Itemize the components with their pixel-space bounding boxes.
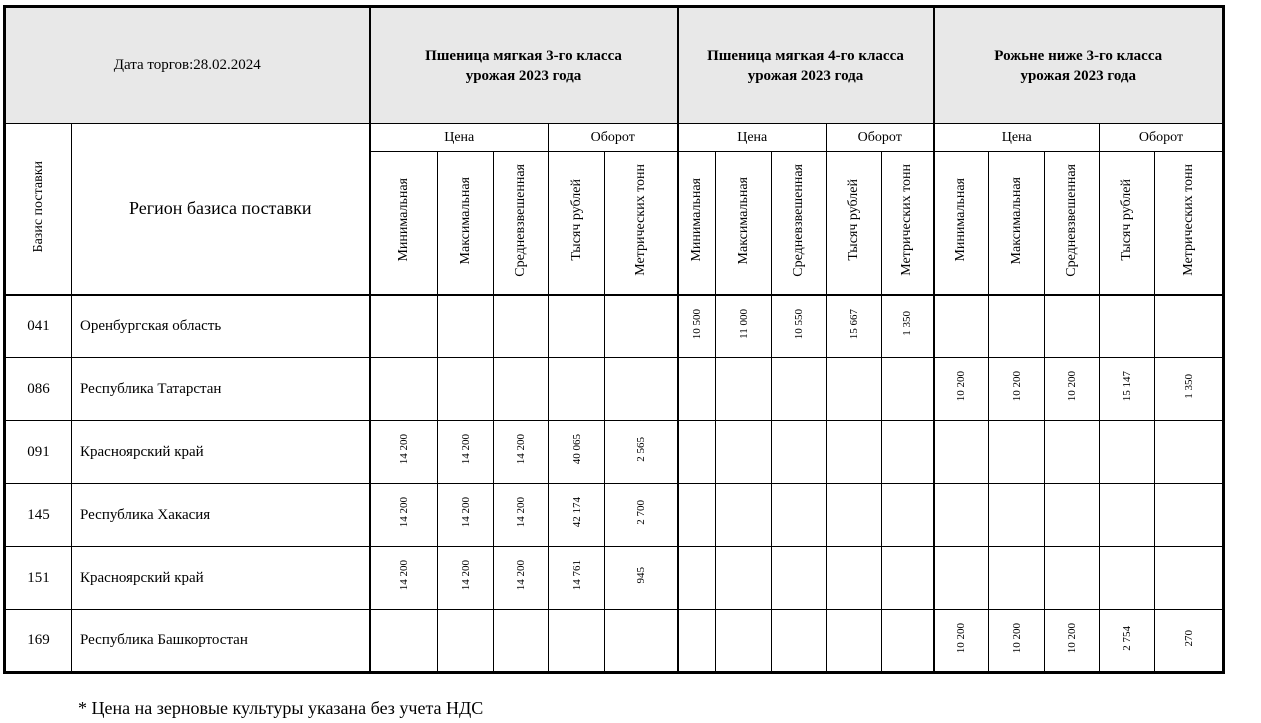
region-name: Красноярский край <box>72 547 370 610</box>
cell-value: 14 200 <box>397 560 410 591</box>
value-cell <box>716 610 772 673</box>
value-cell <box>934 484 989 547</box>
column-header-min-price <box>678 152 716 295</box>
region-name: Республика Хакасия <box>72 484 370 547</box>
value-cell <box>716 358 772 421</box>
cell-value: 2 754 <box>1121 625 1133 651</box>
value-cell <box>1045 547 1100 610</box>
cell-value: 14 200 <box>459 497 472 528</box>
region-name: Оренбургская область <box>72 295 370 358</box>
value-cell <box>494 484 549 547</box>
value-cell <box>934 295 989 358</box>
cell-value: 2 565 <box>634 437 647 462</box>
cell-value: 14 200 <box>397 434 410 465</box>
cell-value: 15 667 <box>848 308 860 339</box>
value-cell <box>772 421 827 484</box>
value-cell <box>1155 295 1224 358</box>
value-cell <box>438 484 494 547</box>
cell-value: 40 065 <box>570 434 583 465</box>
value-cell <box>716 547 772 610</box>
value-cell <box>1100 484 1155 547</box>
cell-value: 14 200 <box>515 497 527 528</box>
value-cell <box>827 295 882 358</box>
value-cell <box>882 610 934 673</box>
value-cell <box>438 610 494 673</box>
column-header-avg-price <box>772 152 827 295</box>
cell-value: 10 500 <box>690 308 703 339</box>
value-cell <box>772 358 827 421</box>
table-row <box>5 547 1224 610</box>
price-header <box>370 124 549 152</box>
basis-code: 086 <box>5 358 72 421</box>
basis-header <box>5 124 72 295</box>
value-cell <box>605 610 678 673</box>
value-cell <box>549 358 605 421</box>
value-cell <box>1045 358 1100 421</box>
column-header-turnover-rub <box>827 152 882 295</box>
column-header-max-price <box>438 152 494 295</box>
value-cell <box>1045 484 1100 547</box>
crop-header-rye <box>934 7 1224 124</box>
value-cell <box>716 484 772 547</box>
value-cell <box>494 610 549 673</box>
value-cell <box>1100 358 1155 421</box>
column-header-label: Метрических тонн <box>632 164 648 277</box>
turnover-label: Оборот <box>1138 129 1184 145</box>
price-header <box>678 124 827 152</box>
basis-code: 169 <box>5 610 72 673</box>
region-label: Регион базиса поставки <box>128 198 312 219</box>
price-label: Цена <box>737 129 768 145</box>
region-name: Республика Башкортостан <box>72 610 370 673</box>
value-cell <box>1155 610 1224 673</box>
table-row <box>5 484 1224 547</box>
column-header-label: Тысяч рублей <box>846 179 861 262</box>
cell-value: 945 <box>634 567 647 584</box>
value-cell <box>989 358 1045 421</box>
column-header-label: Тысяч рублей <box>568 179 584 262</box>
region-name: Красноярский край <box>72 421 370 484</box>
value-cell <box>678 358 716 421</box>
value-cell <box>882 547 934 610</box>
value-cell <box>772 610 827 673</box>
cell-value: 2 700 <box>634 500 647 525</box>
table-row <box>5 610 1224 673</box>
column-header-label: Средневзвешенная <box>791 163 806 277</box>
value-cell <box>370 610 438 673</box>
turnover-header <box>1100 124 1224 152</box>
value-cell <box>1100 295 1155 358</box>
column-header-label: Максимальная <box>735 176 751 264</box>
value-cell <box>882 295 934 358</box>
value-cell <box>605 484 678 547</box>
basis-code: 041 <box>5 295 72 358</box>
value-cell <box>438 421 494 484</box>
cell-value: 42 174 <box>570 497 583 528</box>
value-cell <box>370 358 438 421</box>
value-cell <box>1155 358 1224 421</box>
value-cell <box>882 421 934 484</box>
price-label: Цена <box>444 129 475 145</box>
column-header-turnover-tons <box>882 152 934 295</box>
crop-header-wheat-4 <box>678 7 934 124</box>
column-header-turnover-rub <box>1100 152 1155 295</box>
value-cell <box>716 421 772 484</box>
column-header-label: Метрических тонн <box>899 164 915 277</box>
value-cell <box>989 295 1045 358</box>
cell-value: 14 200 <box>515 434 527 465</box>
value-cell <box>1100 610 1155 673</box>
value-cell <box>827 421 882 484</box>
value-cell <box>494 358 549 421</box>
value-cell <box>678 295 716 358</box>
value-cell <box>1045 295 1100 358</box>
value-cell <box>678 421 716 484</box>
value-cell <box>438 547 494 610</box>
cell-value: 14 200 <box>459 560 472 591</box>
column-header-avg-price <box>1045 152 1100 295</box>
value-cell <box>494 421 549 484</box>
cell-value: 11 000 <box>737 308 750 339</box>
value-cell <box>549 295 605 358</box>
value-cell <box>549 421 605 484</box>
cell-value: 14 200 <box>397 497 410 528</box>
value-cell <box>716 295 772 358</box>
turnover-label: Оборот <box>857 129 902 145</box>
cell-value: 14 200 <box>459 434 472 465</box>
cell-value: 10 200 <box>1066 622 1078 654</box>
cell-value: 10 200 <box>1010 622 1023 654</box>
basis-code: 145 <box>5 484 72 547</box>
column-header-avg-price <box>494 152 549 295</box>
value-cell <box>934 358 989 421</box>
column-header-label: Средневзвешенная <box>1064 163 1079 277</box>
column-header-label: Минимальная <box>395 178 411 263</box>
cell-value: 14 200 <box>515 560 527 591</box>
column-header-min-price <box>934 152 989 295</box>
region-header <box>72 124 370 295</box>
value-cell <box>882 358 934 421</box>
value-cell <box>549 610 605 673</box>
column-header-turnover-tons <box>1155 152 1224 295</box>
trade-date-cell <box>5 7 370 124</box>
cell-value: 10 200 <box>955 371 968 402</box>
trade-date: Дата торгов:28.02.2024 <box>113 57 261 73</box>
value-cell <box>882 484 934 547</box>
table-row <box>5 295 1224 358</box>
value-cell <box>1045 421 1100 484</box>
price-header <box>934 124 1100 152</box>
value-cell <box>827 358 882 421</box>
value-cell <box>370 547 438 610</box>
value-cell <box>934 547 989 610</box>
value-cell <box>678 484 716 547</box>
cell-value: 15 147 <box>1121 371 1133 402</box>
column-header-label: Средневзвешенная <box>513 163 528 277</box>
basis-code: 151 <box>5 547 72 610</box>
value-cell <box>827 547 882 610</box>
region-name: Республика Татарстан <box>72 358 370 421</box>
crop-name: Рожьне ниже 3-го класса <box>994 47 1163 64</box>
column-header-label: Минимальная <box>688 178 704 263</box>
value-cell <box>605 547 678 610</box>
value-cell <box>678 610 716 673</box>
value-cell <box>1155 421 1224 484</box>
turnover-header <box>549 124 678 152</box>
value-cell <box>605 295 678 358</box>
value-cell <box>494 295 549 358</box>
value-cell <box>989 484 1045 547</box>
crop-name: Пшеница мягкая 4-го класса <box>707 47 904 64</box>
table-row <box>5 358 1224 421</box>
value-cell <box>827 610 882 673</box>
crop-name: Пшеница мягкая 3-го класса <box>425 47 622 64</box>
cell-value: 1 350 <box>901 311 914 337</box>
column-header-max-price <box>989 152 1045 295</box>
value-cell <box>1045 610 1100 673</box>
value-cell <box>549 547 605 610</box>
cell-value: 10 200 <box>955 622 968 654</box>
crop-header-wheat-3 <box>370 7 678 124</box>
column-header-min-price <box>370 152 438 295</box>
value-cell <box>494 547 549 610</box>
value-cell <box>772 547 827 610</box>
value-cell <box>605 421 678 484</box>
value-cell <box>370 421 438 484</box>
turnover-header <box>827 124 934 152</box>
value-cell <box>549 484 605 547</box>
column-header-turnover-rub <box>549 152 605 295</box>
value-cell <box>1155 484 1224 547</box>
value-cell <box>1100 547 1155 610</box>
cell-value: 10 200 <box>1066 371 1078 402</box>
value-cell <box>772 295 827 358</box>
turnover-label: Оборот <box>590 129 635 145</box>
value-cell <box>1155 547 1224 610</box>
basis-label: Базис поставки <box>30 160 46 252</box>
column-header-label: Минимальная <box>953 178 969 263</box>
column-header-max-price <box>716 152 772 295</box>
value-cell <box>678 547 716 610</box>
column-header-turnover-tons <box>605 152 678 295</box>
column-header-label: Максимальная <box>457 176 473 264</box>
crop-year: урожая 2023 года <box>465 67 582 84</box>
value-cell <box>438 358 494 421</box>
value-cell <box>989 610 1045 673</box>
footnote: * Цена на зерновые культуры указана без учета НДС <box>78 698 484 718</box>
value-cell <box>370 484 438 547</box>
crop-year: урожая 2023 года <box>747 67 864 84</box>
cell-value: 270 <box>1182 629 1195 647</box>
value-cell <box>827 484 882 547</box>
cell-value: 10 550 <box>793 308 805 339</box>
column-header-label: Метрических тонн <box>1180 164 1196 277</box>
cell-value: 1 350 <box>1182 374 1195 399</box>
column-header-label: Максимальная <box>1008 176 1024 264</box>
value-cell <box>989 547 1045 610</box>
value-cell <box>370 295 438 358</box>
table-row <box>5 421 1224 484</box>
basis-code: 091 <box>5 421 72 484</box>
trading-results-table <box>3 5 1225 674</box>
value-cell <box>772 484 827 547</box>
price-label: Цена <box>1001 129 1032 145</box>
value-cell <box>934 421 989 484</box>
value-cell <box>605 358 678 421</box>
crop-year: урожая 2023 года <box>1020 67 1137 84</box>
column-header-label: Тысяч рублей <box>1119 179 1134 262</box>
cell-value: 10 200 <box>1010 371 1023 402</box>
value-cell <box>989 421 1045 484</box>
value-cell <box>1100 421 1155 484</box>
cell-value: 14 761 <box>570 560 583 591</box>
value-cell <box>438 295 494 358</box>
value-cell <box>934 610 989 673</box>
